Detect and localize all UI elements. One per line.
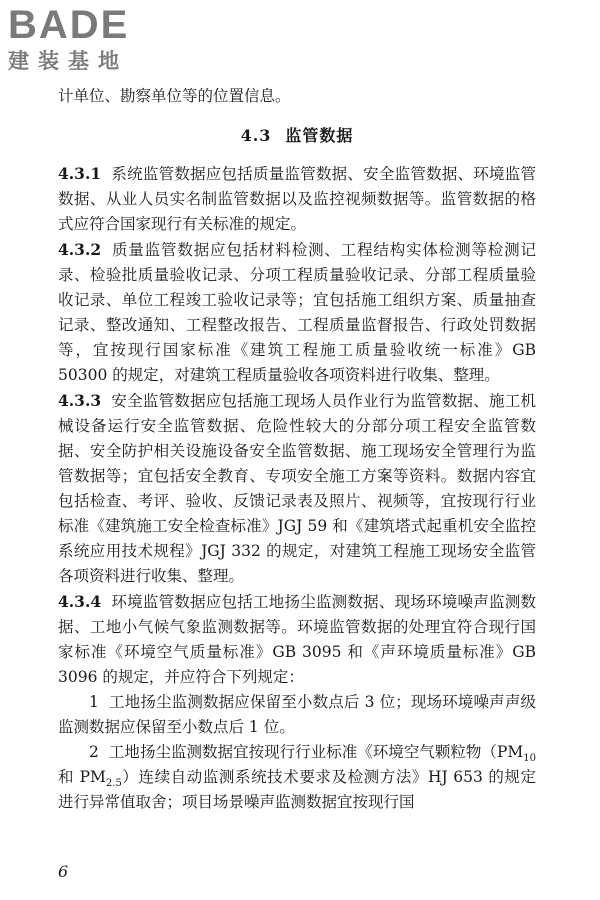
bade-logo [8, 2, 188, 74]
page-number: 6 [58, 862, 69, 881]
document-body [58, 84, 536, 815]
item-text-c: ）连续自动监测系统技术要求及检测方法》HJ 653 的规定进行异常值取舍；项目场景噪声监测数据宜按现行国 [58, 768, 537, 811]
pm25-subscript: 2.5 [105, 778, 122, 790]
clause-4-3-2 [58, 237, 536, 388]
clause-number: 4.3.1 [58, 164, 102, 183]
item-text: 工地扬尘监测数据应保留至小数点后 3 位；现场环境噪声声级监测数据应保留至小数点后 1 位。 [58, 693, 536, 736]
item-number: 1 [89, 693, 99, 711]
clause-4-3-4 [58, 589, 536, 690]
clause-number: 4.3.2 [58, 240, 102, 259]
logo-brand-cn: 建装基地 [8, 49, 128, 73]
logo-brand: BADE [8, 3, 130, 47]
clause-text: 系统监管数据应包括质量监管数据、安全监管数据、环境监管数据、从业人员实名制监管数据以及监控视频数据等。监管数据的格式应符合国家现行有关标准的规定。 [58, 165, 536, 233]
clause-number: 4.3.4 [58, 592, 102, 611]
item-text-b: 和 PM [58, 768, 106, 786]
clause-number: 4.3.3 [58, 391, 102, 410]
top-fragment: 计单位、勘察单位等的位置信息。 [58, 87, 291, 105]
clause-4-3-1 [58, 161, 536, 237]
item-number: 2 [89, 743, 99, 761]
list-item [58, 690, 536, 740]
pm10-subscript: 10 [523, 753, 536, 765]
section-heading [58, 123, 536, 148]
item-text-a: 工地扬尘监测数据宜按现行行业标准《环境空气颗粒物（PM [108, 743, 524, 761]
section-number: 4.3 [240, 126, 272, 145]
clause-text: 安全监管数据应包括施工现场人员作业行为监管数据、施工机械设备运行安全监管数据、危险性较大的分部分项工程安全监管数据、安全防护相关设施设备安全监管数据、施工现场安全管理行为监管数据等；宜包括安全教育、专项安全施工方案等资料。数据内容宜包括检查、考评、验收、反馈记录表及照片、视频等，宜按现行行业标准《建筑施工安全检查标准》JGJ 59 和《建筑塔式起重机安全监控系统应用技术规程》JGJ 332 的规定，对建筑工程施工现场安全监管各项资料进行收集、整理。 [58, 392, 536, 585]
section-title: 监管数据 [285, 126, 354, 145]
clause-text: 质量监管数据应包括材料检测、工程结构实体检测等检测记录、检验批质量验收记录、分项工程质量验收记录、分部工程质量验收记录、单位工程竣工验收记录等；宜包括施工组织方案、质量抽查记录、整改通知、工程整改报告、工程质量监督报告、行政处罚数据等，宜按现行国家标准《建筑工程施工质量验收统一标准》GB 50300 的规定，对建筑工程质量验收各项资料进行收集、整理。 [58, 241, 536, 384]
clause-text: 环境监管数据应包括工地扬尘监测数据、现场环境噪声监测数据、工地小气候气象监测数据等。环境监管数据的处理宜符合现行国家标准《环境空气质量标准》GB 3095 和《声环境质量标准》GB 3096 的规定，并应符合下列规定： [58, 593, 536, 686]
list-item [58, 740, 536, 815]
clause-4-3-3 [58, 388, 536, 589]
